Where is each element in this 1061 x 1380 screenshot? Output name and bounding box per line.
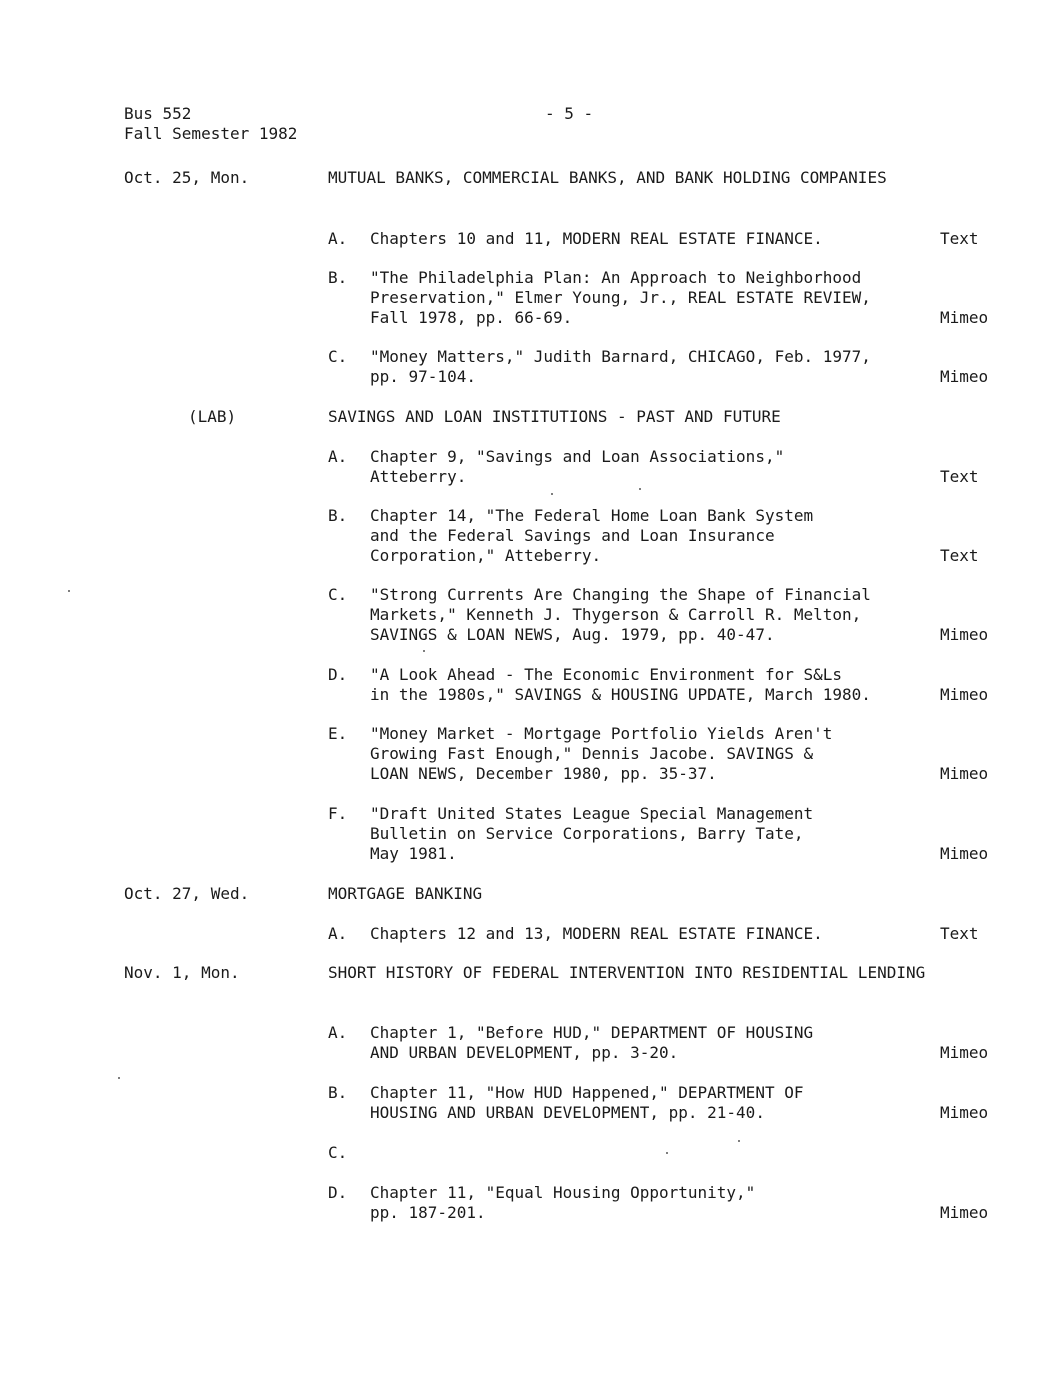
- item-letter: B.: [328, 268, 348, 287]
- session-date: Nov. 1, Mon.: [124, 963, 240, 982]
- session-date: Oct. 27, Wed.: [124, 884, 250, 903]
- item-citation: Chapter 1, "Before HUD," DEPARTMENT OF HOUSING AND URBAN DEVELOPMENT, pp. 3-20.: [370, 1023, 814, 1062]
- item-source-type: Text: [940, 229, 979, 248]
- item-source-type: Text: [940, 546, 979, 565]
- item-letter: F.: [328, 804, 348, 823]
- session-date: (LAB): [188, 407, 237, 426]
- scan-speck: [639, 488, 641, 490]
- item-citation: "Money Market - Mortgage Portfolio Yields Aren't Growing Fast Enough," Dennis Jacobe. SAVINGS & LOAN NEWS, December 1980, pp. 35-37.: [370, 724, 833, 783]
- item-letter: B.: [328, 1083, 348, 1102]
- item-citation: Chapters 12 and 13, MODERN REAL ESTATE FINANCE.: [370, 924, 823, 943]
- item-citation: Chapter 11, "Equal Housing Opportunity," pp. 187-201.: [370, 1183, 756, 1222]
- session-topic: SHORT HISTORY OF FEDERAL INTERVENTION INTO RESIDENTIAL LENDING: [328, 963, 926, 982]
- scan-speck: [68, 590, 70, 592]
- item-source-type: Text: [940, 924, 979, 943]
- item-citation: "The Philadelphia Plan: An Approach to Neighborhood Preservation," Elmer Young, Jr., REAL ESTATE REVIEW, Fall 1978, pp. 66-69.: [370, 268, 871, 327]
- scan-speck: [551, 493, 553, 495]
- item-citation: "Draft United States League Special Management Bulletin on Service Corporations, Barry Tate, May 1981.: [370, 804, 814, 863]
- item-letter: A.: [328, 1023, 348, 1042]
- item-letter: A.: [328, 229, 348, 248]
- semester: Fall Semester 1982: [124, 124, 298, 143]
- item-letter: E.: [328, 724, 348, 743]
- course-header: [124, 104, 297, 144]
- item-citation: Chapter 14, "The Federal Home Loan Bank System and the Federal Savings and Loan Insurance Corporation," Atteberry.: [370, 506, 814, 565]
- item-citation: "Money Matters," Judith Barnard, CHICAGO, Feb. 1977, pp. 97-104.: [370, 347, 871, 386]
- course-code: Bus 552: [124, 104, 192, 123]
- page-number: - 5 -: [545, 104, 594, 123]
- item-source-type: Mimeo: [940, 1103, 989, 1122]
- item-citation: "Strong Currents Are Changing the Shape of Financial Markets," Kenneth J. Thygerson & Carroll R. Melton, SAVINGS & LOAN NEWS, Aug. 1979, pp. 40-47.: [370, 585, 871, 644]
- item-letter: D.: [328, 1183, 348, 1202]
- item-letter: A.: [328, 924, 348, 943]
- item-source-type: Mimeo: [940, 764, 989, 783]
- item-letter: D.: [328, 665, 348, 684]
- session-date: Oct. 25, Mon.: [124, 168, 250, 187]
- item-source-type: Mimeo: [940, 308, 989, 327]
- item-letter: A.: [328, 447, 348, 466]
- scan-speck: [118, 1077, 120, 1079]
- session-topic: MUTUAL BANKS, COMMERCIAL BANKS, AND BANK HOLDING COMPANIES: [328, 168, 887, 187]
- item-letter: C.: [328, 347, 348, 366]
- item-citation: Chapters 10 and 11, MODERN REAL ESTATE FINANCE.: [370, 229, 823, 248]
- item-letter: C.: [328, 585, 348, 604]
- item-citation: Chapter 9, "Savings and Loan Associations," Atteberry.: [370, 447, 785, 486]
- item-source-type: Mimeo: [940, 1203, 989, 1222]
- item-source-type: Mimeo: [940, 367, 989, 386]
- item-source-type: Mimeo: [940, 685, 989, 704]
- item-letter: B.: [328, 506, 348, 525]
- item-source-type: Mimeo: [940, 625, 989, 644]
- item-source-type: Mimeo: [940, 1043, 989, 1062]
- item-citation: "A Look Ahead - The Economic Environment for S&Ls in the 1980s," SAVINGS & HOUSING UPDATE, March 1980.: [370, 665, 871, 704]
- item-letter: C.: [328, 1143, 348, 1162]
- scan-speck: [666, 1152, 668, 1154]
- scan-speck: [738, 1140, 740, 1142]
- scan-speck: [423, 650, 425, 652]
- item-source-type: Text: [940, 467, 979, 486]
- item-citation: Chapter 11, "How HUD Happened," DEPARTMENT OF HOUSING AND URBAN DEVELOPMENT, pp. 21-40.: [370, 1083, 804, 1122]
- session-topic: MORTGAGE BANKING: [328, 884, 483, 903]
- item-source-type: Mimeo: [940, 844, 989, 863]
- session-topic: SAVINGS AND LOAN INSTITUTIONS - PAST AND FUTURE: [328, 407, 781, 426]
